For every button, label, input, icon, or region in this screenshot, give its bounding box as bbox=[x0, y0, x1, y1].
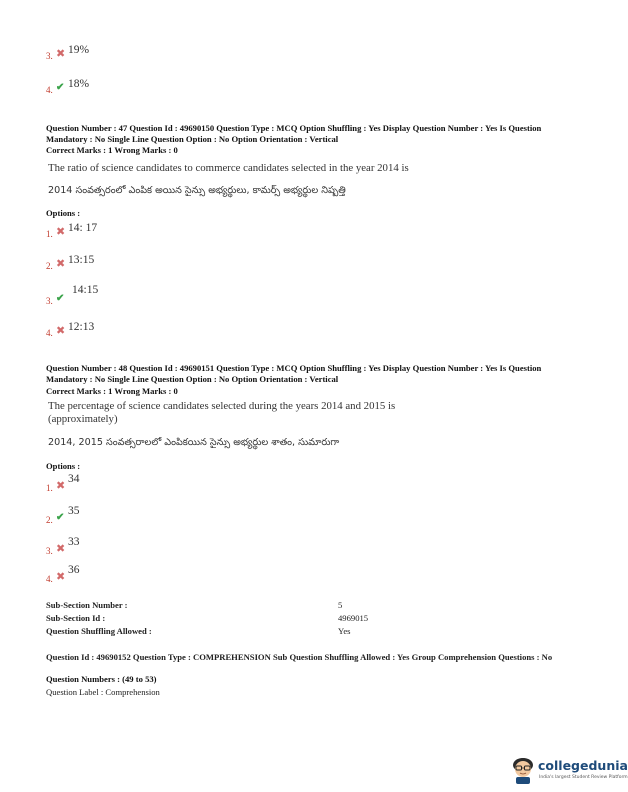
option-value: 34 bbox=[68, 473, 80, 485]
question-text: The ratio of science candidates to commerce candidates selected in the year 2014 is bbox=[48, 162, 409, 174]
question-text-telugu: 2014, 2015 సంవత్సరాలలో ఎంపికయిన సైన్సు అభ్యర్థుల శాతం, సుమారుగా bbox=[48, 437, 340, 448]
option-number: 4. bbox=[46, 85, 53, 95]
option-number: 2. bbox=[46, 261, 53, 271]
cross-icon: ✖ bbox=[56, 258, 66, 270]
options-label: Options : bbox=[46, 208, 81, 218]
options-label: Options : bbox=[46, 461, 81, 471]
option-value: 33 bbox=[68, 536, 80, 548]
option-number: 3. bbox=[46, 51, 53, 61]
question-text: (approximately) bbox=[48, 413, 118, 425]
question-header: Question Number : 47 Question Id : 49690150 Question Type : MCQ Option Shuffling : Yes Display Question Number : Yes Is Question Mandatory : No Single Line Question Option : No Option Orientation : Vertical bbox=[46, 123, 542, 144]
option-value: 36 bbox=[68, 564, 80, 576]
check-icon: ✔ bbox=[56, 82, 65, 93]
option-value: 18% bbox=[68, 78, 90, 90]
cross-icon: ✖ bbox=[56, 48, 66, 60]
option-number: 3. bbox=[46, 546, 53, 556]
question-text-telugu: 2014 సంవత్సరంలో ఎంపిక అయిన సైన్సు అభ్యర్థులు, కామర్స్ అభ్యర్థుల నిష్పత్తి bbox=[48, 185, 346, 196]
cross-icon: ✖ bbox=[56, 543, 66, 555]
comprehension-header: Question Id : 49690152 Question Type : COMPREHENSION Sub Question Shuffling Allowed : Yes Group Comprehension Questions : No bbox=[46, 652, 553, 662]
cross-icon: ✖ bbox=[56, 480, 66, 492]
option-value: 12:13 bbox=[68, 321, 95, 333]
logo-name: collegedunia bbox=[538, 758, 628, 773]
cross-icon: ✖ bbox=[56, 226, 66, 238]
check-icon: ✔ bbox=[56, 293, 65, 304]
option-number: 1. bbox=[46, 483, 53, 493]
collegedunia-logo bbox=[510, 754, 628, 788]
logo-tagline: India's largest Student Review Platform bbox=[539, 775, 628, 780]
option-number: 4. bbox=[46, 328, 53, 338]
option-number: 2. bbox=[46, 515, 53, 525]
check-icon: ✔ bbox=[56, 512, 65, 523]
option-number: 1. bbox=[46, 229, 53, 239]
cross-icon: ✖ bbox=[56, 325, 66, 337]
mascot-icon bbox=[510, 754, 536, 784]
question-shuffling-value: Yes bbox=[338, 626, 351, 636]
option-value: 35 bbox=[68, 505, 80, 517]
subsection-number-value: 5 bbox=[338, 600, 343, 610]
question-label: Question Label : Comprehension bbox=[46, 687, 160, 697]
option-number: 4. bbox=[46, 574, 53, 584]
question-text: The percentage of science candidates selected during the years 2014 and 2015 is bbox=[48, 400, 396, 412]
option-value: 14: 17 bbox=[68, 222, 98, 234]
subsection-id-label: Sub-Section Id : bbox=[46, 613, 106, 623]
cross-icon: ✖ bbox=[56, 571, 66, 583]
question-shuffling-label: Question Shuffling Allowed : bbox=[46, 626, 152, 636]
subsection-id-value: 4969015 bbox=[338, 613, 369, 623]
subsection-number-label: Sub-Section Number : bbox=[46, 600, 128, 610]
option-number: 3. bbox=[46, 296, 53, 306]
question-numbers: Question Numbers : (49 to 53) bbox=[46, 674, 157, 684]
question-marks: Correct Marks : 1 Wrong Marks : 0 bbox=[46, 386, 178, 396]
option-value: 13:15 bbox=[68, 254, 95, 266]
question-marks: Correct Marks : 1 Wrong Marks : 0 bbox=[46, 145, 178, 155]
option-value: 19% bbox=[68, 44, 90, 56]
question-header: Question Number : 48 Question Id : 49690151 Question Type : MCQ Option Shuffling : Yes Display Question Number : Yes Is Question Mandatory : No Single Line Question Option : No Option Orientation : Vertical bbox=[46, 363, 542, 384]
option-value: 14:15 bbox=[72, 284, 99, 296]
